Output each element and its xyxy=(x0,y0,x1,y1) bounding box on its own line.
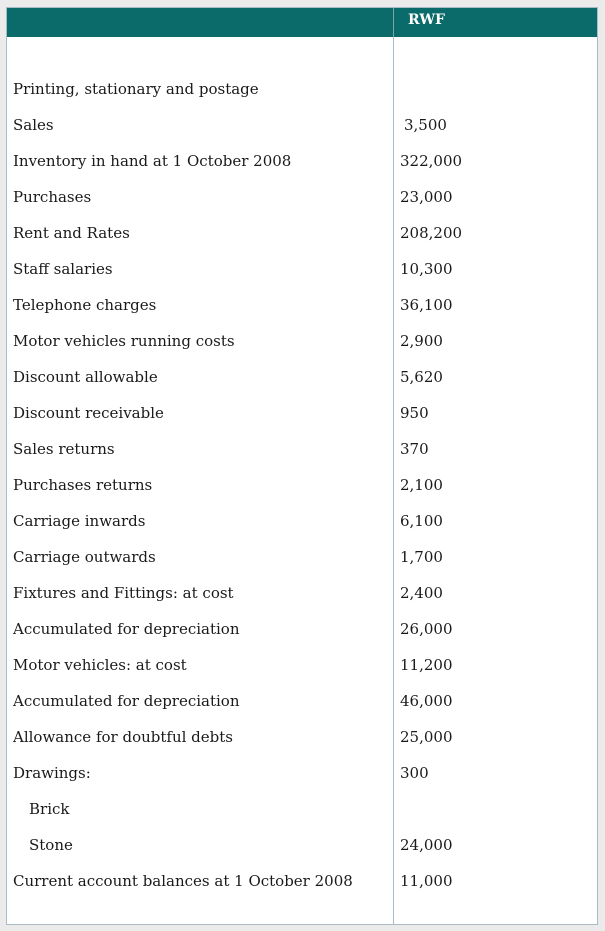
row-value: 5,620 xyxy=(400,368,443,386)
table-row xyxy=(7,367,597,403)
row-label: Accumulated for depreciation xyxy=(13,620,240,638)
trial-balance-table xyxy=(6,7,598,925)
row-label: Motor vehicles: at cost xyxy=(13,656,187,674)
table-row xyxy=(7,835,597,871)
row-label: Purchases xyxy=(13,188,92,206)
row-label: Stone xyxy=(29,836,73,854)
table-row xyxy=(7,727,597,763)
table-row xyxy=(7,547,597,583)
table-row xyxy=(7,619,597,655)
row-value: 2,100 xyxy=(400,476,443,494)
row-label: Inventory in hand at 1 October 2008 xyxy=(13,152,292,170)
row-label: Discount receivable xyxy=(13,404,164,422)
row-label: Brick xyxy=(29,800,70,818)
table-row xyxy=(7,763,597,799)
row-value: 23,000 xyxy=(400,188,453,206)
row-label: Allowance for doubtful debts xyxy=(13,728,233,746)
table-row xyxy=(7,223,597,259)
table-row xyxy=(7,799,597,835)
table-row xyxy=(7,511,597,547)
row-label: Telephone charges xyxy=(13,296,157,314)
row-value: 10,300 xyxy=(400,260,453,278)
table-row xyxy=(7,331,597,367)
table-body xyxy=(7,79,597,907)
amount-column-header: RWF xyxy=(408,12,445,28)
table-row xyxy=(7,655,597,691)
row-value: 24,000 xyxy=(400,836,453,854)
row-value: 950 xyxy=(400,404,429,422)
row-value: 11,000 xyxy=(400,872,453,890)
table-row xyxy=(7,475,597,511)
row-label: Current account balances at 1 October 2008 xyxy=(13,872,353,890)
row-label: Discount allowable xyxy=(13,368,158,386)
row-value: 322,000 xyxy=(400,152,463,170)
table-row xyxy=(7,583,597,619)
row-value: 11,200 xyxy=(400,656,453,674)
row-value: 2,900 xyxy=(400,332,443,350)
row-value: 208,200 xyxy=(400,224,463,242)
table-row xyxy=(7,691,597,727)
table-row xyxy=(7,871,597,907)
row-label: Staff salaries xyxy=(13,260,113,278)
row-label: Purchases returns xyxy=(13,476,153,494)
row-label: Sales xyxy=(13,116,54,134)
row-label: Carriage outwards xyxy=(13,548,156,566)
row-label: Sales returns xyxy=(13,440,115,458)
table-row xyxy=(7,295,597,331)
row-value: 6,100 xyxy=(400,512,443,530)
row-value: 370 xyxy=(400,440,429,458)
table-row xyxy=(7,115,597,151)
row-value: 1,700 xyxy=(400,548,443,566)
row-value: 25,000 xyxy=(400,728,453,746)
row-value: 300 xyxy=(400,764,429,782)
row-label: Accumulated for depreciation xyxy=(13,692,240,710)
row-label: Rent and Rates xyxy=(13,224,130,242)
table-row xyxy=(7,151,597,187)
table-row xyxy=(7,439,597,475)
table-row xyxy=(7,259,597,295)
table-header xyxy=(7,8,597,37)
row-label: Carriage inwards xyxy=(13,512,146,530)
row-value: 2,400 xyxy=(400,584,443,602)
row-label: Motor vehicles running costs xyxy=(13,332,235,350)
row-value: 3,500 xyxy=(404,116,447,134)
table-row xyxy=(7,187,597,223)
table-row xyxy=(7,403,597,439)
row-value: 36,100 xyxy=(400,296,453,314)
row-value: 46,000 xyxy=(400,692,453,710)
row-label: Printing, stationary and postage xyxy=(13,80,259,98)
table-row xyxy=(7,79,597,115)
row-value: 26,000 xyxy=(400,620,453,638)
row-label: Fixtures and Fittings: at cost xyxy=(13,584,234,602)
row-label: Drawings: xyxy=(13,764,91,782)
